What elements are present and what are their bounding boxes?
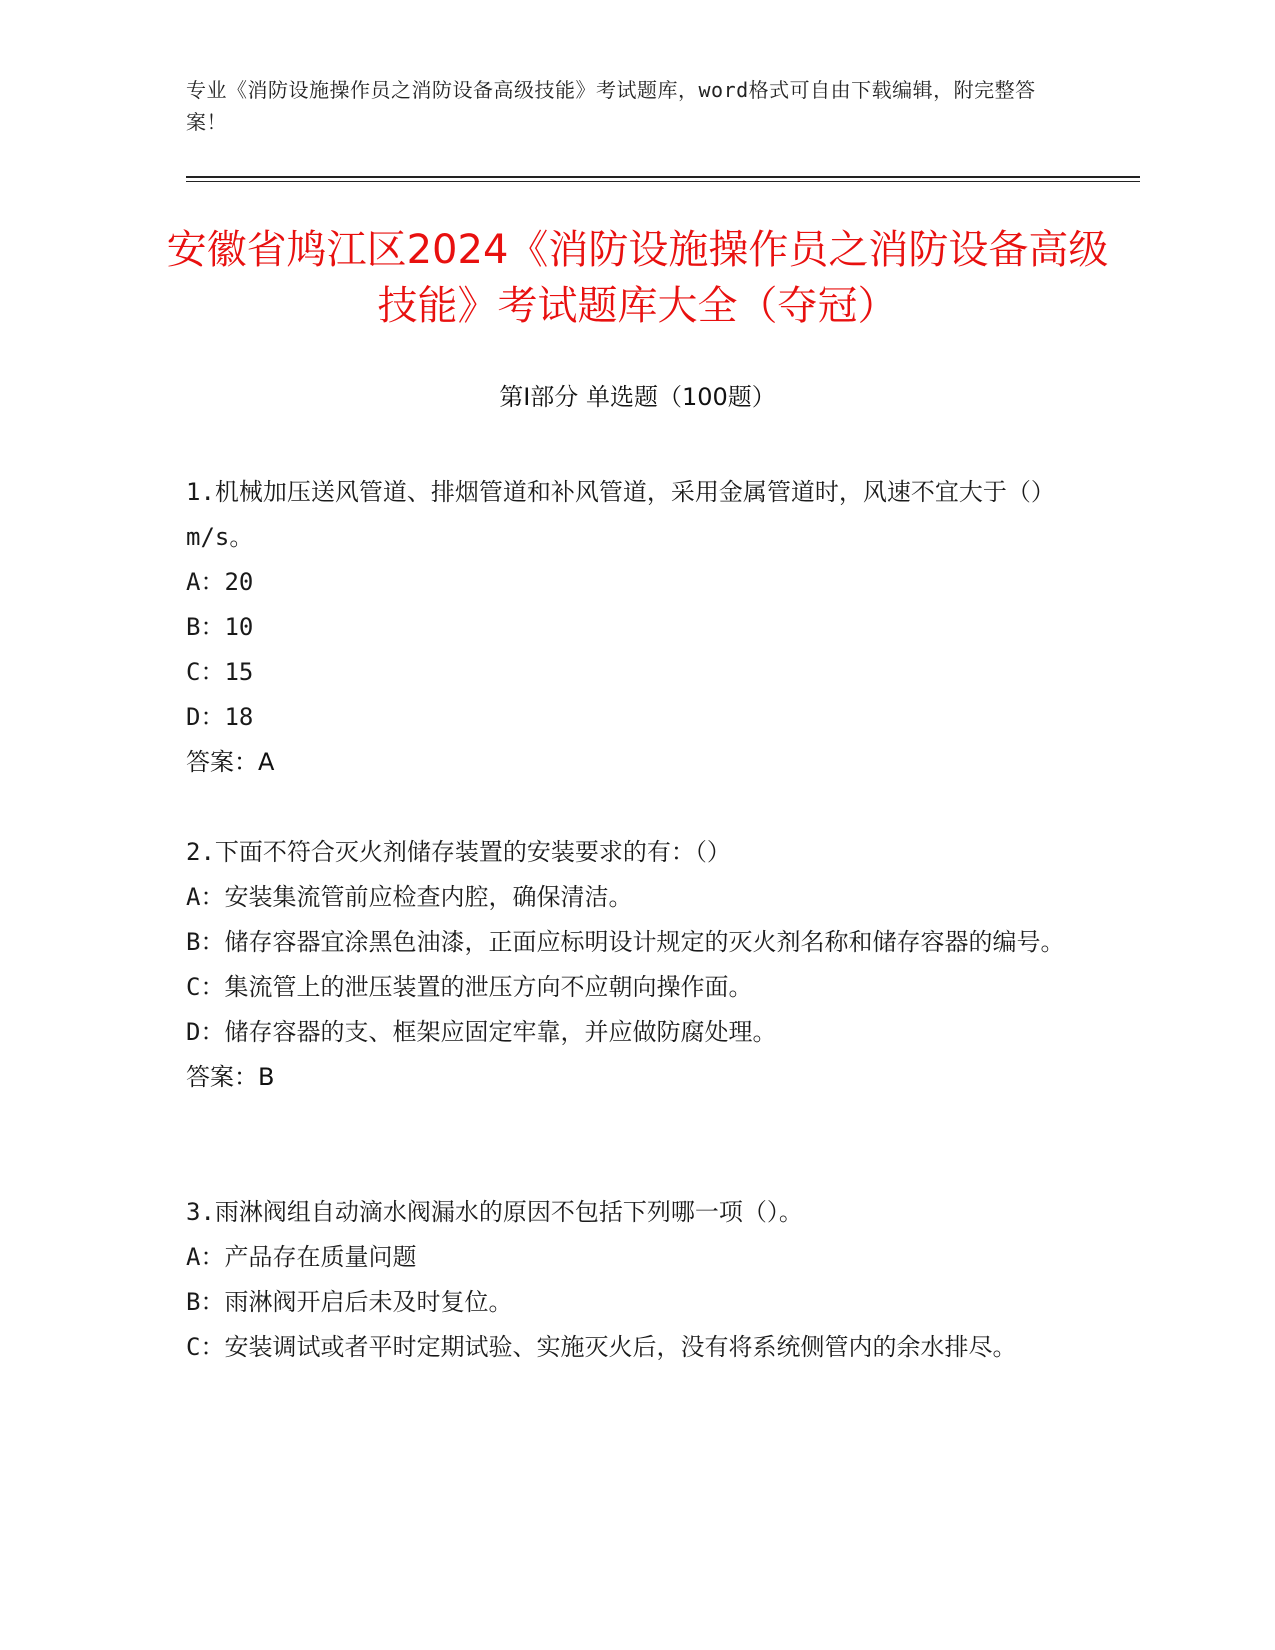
option-a: A：安装集流管前应检查内腔，确保清洁。 (186, 883, 633, 911)
answer: 答案：B (186, 1063, 275, 1091)
header-divider (186, 176, 1140, 178)
option-c: C：安装调试或者平时定期试验、实施灭火后，没有将系统侧管内的余水排尽。 (186, 1333, 1017, 1361)
document-title: 安徽省鸠江区2024《消防设施操作员之消防设备高级技能》考试题库大全（夺冠） (166, 227, 1109, 329)
option-a: A：20 (186, 568, 254, 596)
header-note: 专业《消防设施操作员之消防设备高级技能》考试题库，word格式可自由下载编辑，附完整答案！ (186, 78, 1036, 134)
answer: 答案：A (186, 748, 275, 776)
header-divider-thin (186, 181, 1140, 182)
section-heading: 第Ⅰ部分 单选题（100题） (499, 383, 776, 411)
option-b: B：储存容器宜涂黑色油漆，正面应标明设计规定的灭火剂名称和储存容器的编号。 (186, 928, 1065, 956)
question-stem: 3.雨淋阀组自动滴水阀漏水的原因不包括下列哪一项（）。 (186, 1198, 803, 1226)
question-stem: 1.机械加压送风管道、排烟管道和补风管道，采用金属管道时，风速不宜大于（）m/s。 (186, 478, 1055, 551)
option-b: B：雨淋阀开启后未及时复位。 (186, 1288, 513, 1316)
option-d: D：储存容器的支、框架应固定牢靠，并应做防腐处理。 (186, 1018, 777, 1046)
option-a: A：产品存在质量问题 (186, 1243, 417, 1271)
option-c: C：集流管上的泄压装置的泄压方向不应朝向操作面。 (186, 973, 753, 1001)
question-stem: 2.下面不符合灭火剂储存装置的安装要求的有：（） (186, 838, 731, 866)
question-1 (186, 470, 1066, 785)
question-3 (186, 1190, 1066, 1370)
option-b: B：10 (186, 613, 254, 641)
option-d: D：18 (186, 703, 254, 731)
option-c: C：15 (186, 658, 254, 686)
question-2 (186, 830, 1066, 1100)
